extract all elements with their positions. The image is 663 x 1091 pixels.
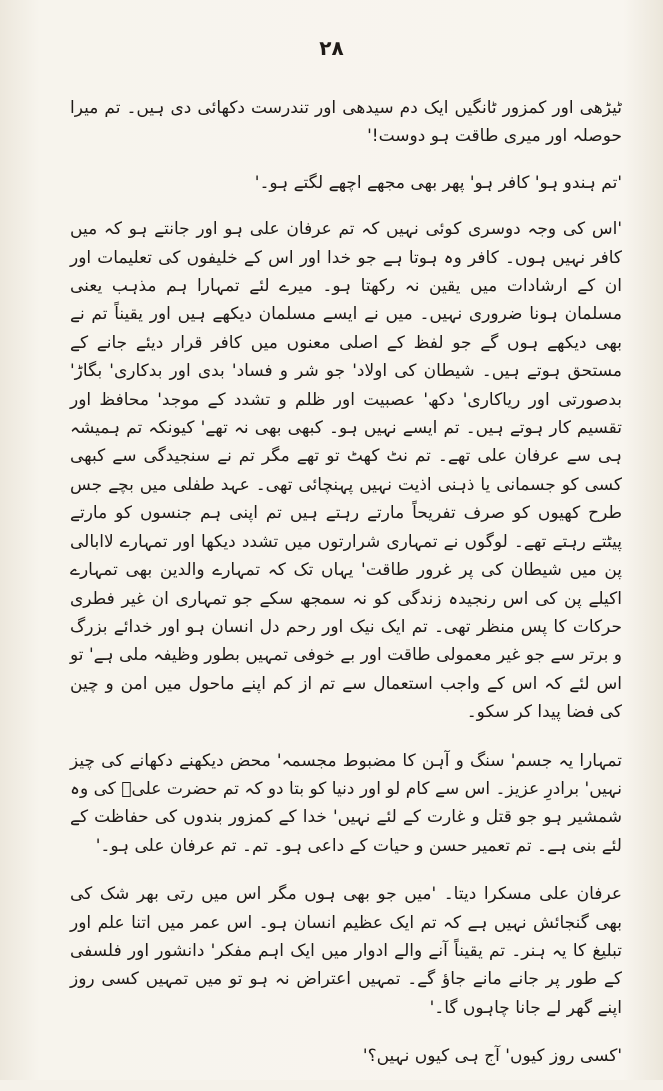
paragraph-6: 'کسی روز کیوں' آج ہی کیوں نہیں؟' [362, 1046, 622, 1067]
page-number: ۲۸ [319, 36, 344, 60]
paragraph-1: ٹیڑھی اور کمزور ٹانگیں ایک دم سیدھی اور تندرست دکھائی دی ہیں۔ تم میرا حوصلہ اور میری طاقت ہو دوست!' [70, 98, 622, 147]
paragraph-3: 'اس کی وجہ دوسری کوئی نہیں کہ تم عرفان علی ہو اور جانتے ہو کہ میں کافر نہیں ہوں۔ کافر وہ ہوتا ہے جو خدا اور اس کے خلیفوں کی تعلیمات اور ان کے ارشادات میں یقین نہ رکھتا ہو۔ میرے لئے تمہارا ہم مذہب یعنی مسلمان ہونا ضروری نہیں۔ میں نے ایسے مسلمان دیکھے ہیں اور یقیناً تم نے بھی دیکھے ہوں گے جو لفظ کے اصلی معنوں میں کافر قرار دیئے جانے کے مستحق ہوتے ہیں۔ شیطان کی اولاد' جو شر و فساد' بدی اور بدکاری' بگاڑ' بدصورتی اور ریاکاری' دکھ' عصبیت اور ظلم و تشدد کے موجد' محافظ اور تقسیم کار ہوتے ہیں۔ تم ایسے نہیں ہو۔ کبھی بھی نہ تھے' کیونکہ تم ہمیشہ ہی سے عرفان علی تھے۔ تم نٹ کھٹ تو تھے مگر تم نے سنجیدگی سے کبھی کسی کو جسمانی یا ذہنی اذیت نہیں پہنچائی تھی۔ عہد طفلی میں بچے جس طرح کھیوں کو صرف تفریحاً مارتے رہتے ہیں تم اپنی ہم جنسوں کو مارتے پیٹتے رہتے تھے۔ لوگوں نے تمہاری شرارتوں میں تشدد دیکھا اور تمہارے لاابالی پن میں شیطان کی پر غرور طاقت' یہاں تک کہ تمہارے والدین بھی تمہارے اکیلے پن کی اس رنجیدہ زندگی کو نہ سمجھ سکے جو تمہاری ان غیر فطری حرکات کا پس منظر تھی۔ تم ایک نیک اور رحم دل انسان ہو اور خدائے بزرگ و برتر سے جو غیر معمولی طاقت اور بے خوفی تمہیں بطور وظیفہ ملی ہے' تو اس لئے کہ اس کے واجب استعمال سے تم از کم اپنے ماحول میں امن و چین کی فضا پیدا کر سکو۔ [70, 219, 622, 723]
paragraph-4: تمہارا یہ جسم' سنگ و آہن کا مضبوط مجسمہ' محض دیکھنے دکھانے کی چیز نہیں' برادرِ عزیز۔ اس سے کام لو اور دنیا کو بتا دو کہ تم حضرت علیؓ کی وہ شمشیر ہو جو قتل و غارت کے لئے نہیں' خدا کے کمزور بندوں کی حفاظت کے لئے بنی ہے۔ تم تعمیر حسن و حیات کے داعی ہو۔ تم۔ تم عرفان علی ہو۔' [70, 750, 622, 856]
paragraph-2: 'تم ہندو ہو' کافر ہو' پھر بھی مجھے اچھے لگتے ہو۔' [254, 172, 622, 193]
paragraph-5: عرفان علی مسکرا دیتا۔ 'میں جو بھی ہوں مگر اس میں رتی بھر شک کی بھی گنجائش نہیں ہے کہ تم ایک عظیم انسان ہو۔ اس عمر میں اتنا علم اور تبلیغ کا یہ ہنر۔ تم یقیناً آنے والے ادوار میں ایک اہم مفکر' دانشور اور فلسفی کے طور پر جانے مانے جاؤ گے۔ تمہیں اعتراض نہ ہو تو میں تمہیں کسی روز اپنے گھر لے جانا چاہوں گا۔' [70, 884, 622, 1018]
page-body-text [70, 94, 622, 1091]
